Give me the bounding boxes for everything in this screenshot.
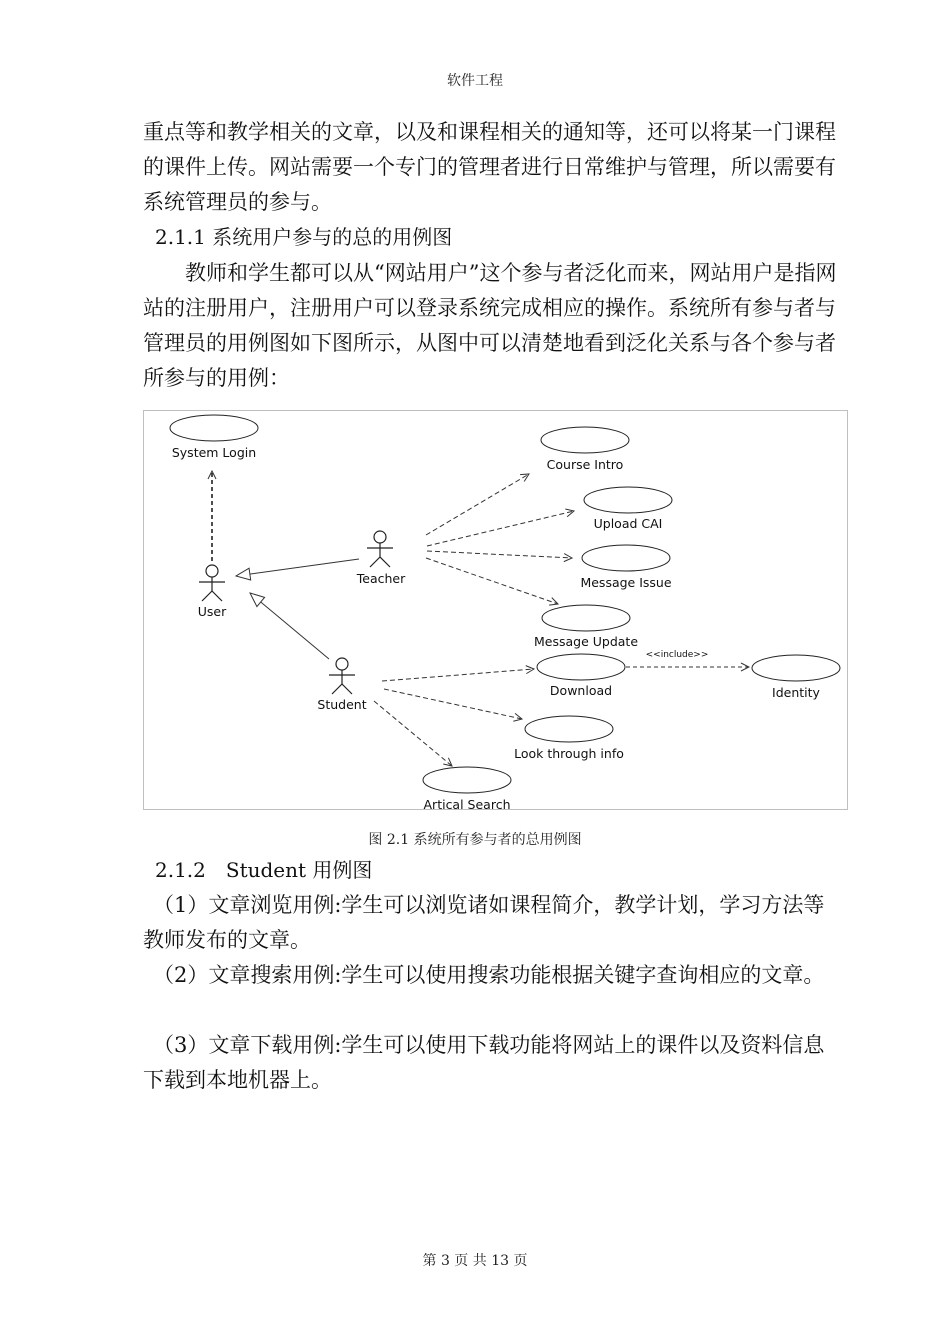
intro-paragraph: 重点等和教学相关的文章，以及和课程相关的通知等，还可以将某一门课程的课件上传。网站需要一个专门的管理者进行日常维护与管理，所以需要有系统管理员的参与。 bbox=[143, 120, 836, 214]
message-update-label: Message Update bbox=[533, 634, 639, 649]
actor-teacher bbox=[367, 531, 393, 567]
figure-caption: 图 2.1 系统所有参与者的总用例图 bbox=[368, 832, 582, 848]
list-item: （3）文章下载用例:学生可以使用下载功能将网站上的课件以及资料信息下载到本地机器上。 bbox=[143, 1033, 825, 1092]
edge-teacher-upload-cai bbox=[427, 511, 574, 546]
identity-label: Identity bbox=[772, 685, 820, 700]
use-case-system-login bbox=[170, 415, 258, 441]
use-case-download bbox=[537, 654, 625, 680]
upload-cai-label: Upload CAI bbox=[593, 516, 663, 531]
actor-user bbox=[199, 565, 225, 601]
use-case-diagram bbox=[143, 410, 848, 810]
teacher-label: Teacher bbox=[356, 571, 406, 586]
use-case-artical-search bbox=[423, 767, 511, 793]
use-case-message-issue bbox=[582, 545, 670, 571]
edge-student-look-through-info bbox=[384, 689, 522, 719]
use-case-look-through-info bbox=[525, 716, 613, 742]
artical-search-label: Artical Search bbox=[423, 797, 511, 811]
section-2-1-2-heading: 2.1.2 Student 用例图 bbox=[155, 858, 373, 882]
list-item: （1）文章浏览用例:学生可以浏览诸如课程简介，教学计划，学习方法等教师发布的文章。 bbox=[143, 893, 825, 952]
edge-student-user-generalization bbox=[250, 593, 329, 659]
download-label: Download bbox=[549, 683, 613, 698]
page-footer: 第 3 页 共 13 页 bbox=[422, 1253, 528, 1269]
list-item: （2）文章搜索用例:学生可以使用搜索功能根据关键字查询相应的文章。 bbox=[153, 963, 825, 987]
system-login-label: System Login bbox=[171, 445, 257, 460]
page-header: 软件工程 bbox=[447, 73, 503, 89]
look-through-info-label: Look through info bbox=[514, 746, 624, 761]
use-case-upload-cai bbox=[584, 487, 672, 513]
include-label: <<include>> bbox=[645, 650, 709, 660]
edge-teacher-message-issue bbox=[427, 551, 572, 558]
section-2-1-1-body: 教师和学生都可以从“网站用户”这个参与者泛化而来，网站用户是指网站的注册用户，注册用户可以登录系统完成相应的操作。系统所有参与者与管理员的用例图如下图所示，从图中可以清楚地看到泛化关系与各个参与者所参与的用例： bbox=[143, 261, 837, 390]
use-case-identity bbox=[752, 655, 840, 681]
course-intro-label: Course Intro bbox=[546, 457, 624, 472]
student-label: Student bbox=[317, 697, 367, 712]
user-label: User bbox=[197, 604, 227, 619]
edge-student-artical-search bbox=[374, 701, 452, 766]
use-case-message-update bbox=[542, 605, 630, 631]
message-issue-label: Message Issue bbox=[580, 575, 672, 590]
edge-teacher-user-generalization bbox=[236, 559, 359, 576]
section-2-1-1-heading: 2.1.1 系统用户参与的总的用例图 bbox=[155, 225, 453, 249]
actor-student bbox=[329, 658, 355, 694]
use-case-diagram-svg bbox=[144, 411, 849, 811]
edge-student-download bbox=[382, 669, 534, 681]
use-case-course-intro bbox=[541, 427, 629, 453]
edge-teacher-message-update bbox=[426, 558, 558, 604]
